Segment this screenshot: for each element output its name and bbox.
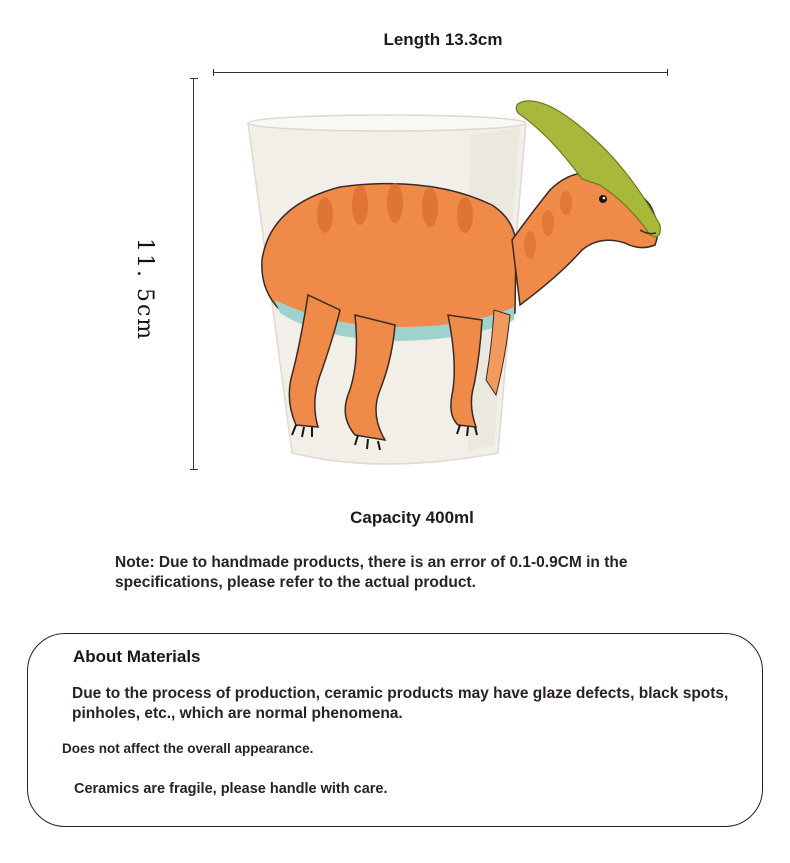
dinosaur-mug-image	[230, 95, 680, 475]
materials-glaze-text: Due to the process of production, ceramic products may have glaze defects, black spots, pinholes, etc., which are normal phenomena.	[72, 685, 729, 722]
materials-title: About Materials	[73, 647, 201, 666]
capacity-label: Capacity 400ml	[350, 508, 474, 527]
length-dimension-line	[213, 72, 668, 73]
height-dimension-line	[193, 78, 194, 470]
materials-fragile-text: Ceramics are fragile, please handle with care.	[74, 781, 388, 797]
length-label: Length 13.3cm	[383, 30, 503, 49]
handmade-note: Note: Due to handmade products, there is an error of 0.1-0.9CM in the specifications, please refer to the actual product.	[115, 554, 628, 591]
height-label: 11. 5cm	[132, 238, 157, 342]
materials-appearance-text: Does not affect the overall appearance.	[62, 741, 314, 756]
